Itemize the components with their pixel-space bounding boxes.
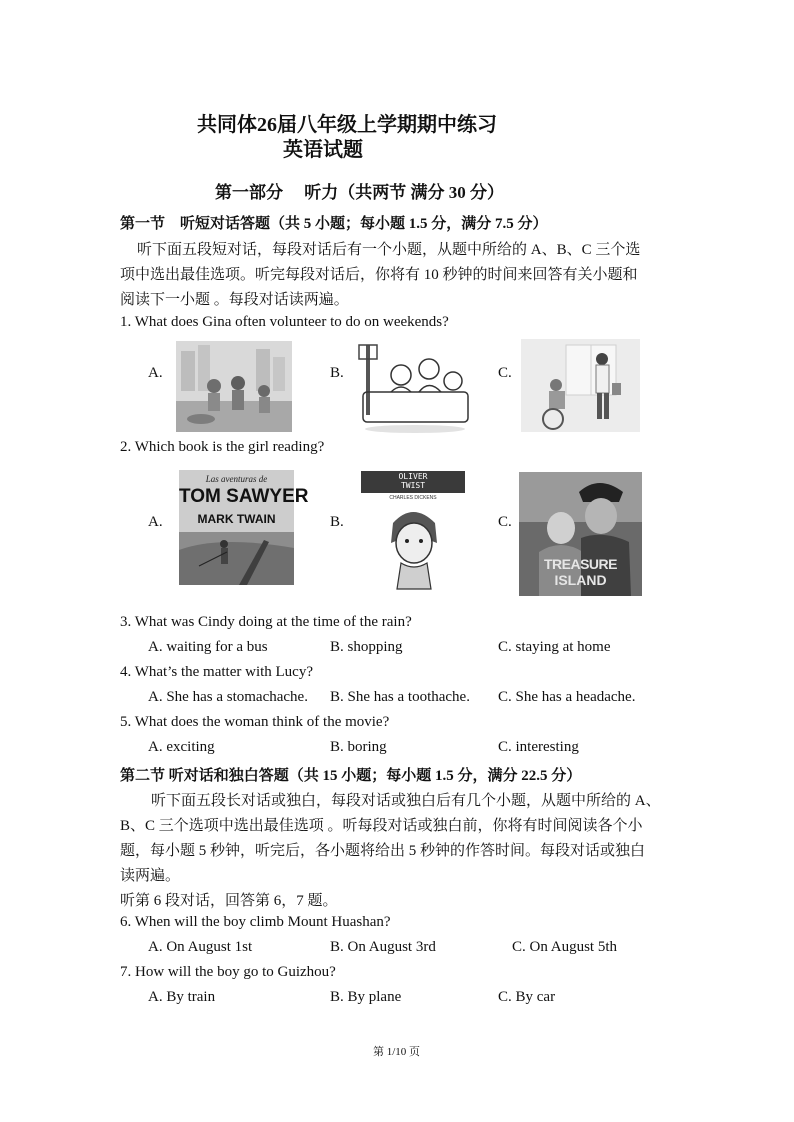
section2-instruction-1: 听下面五段长对话或独白，每段对话或独白后有几个小题，从题中所给的 A、 bbox=[151, 793, 661, 809]
page-number: 第 1/10 页 bbox=[373, 1046, 421, 1058]
q6-option-a: A. On August 1st bbox=[148, 939, 253, 955]
q5-option-b: B. boring bbox=[330, 739, 387, 755]
section1-instruction-2: 项中选出最佳选项。听完每段对话后，你将有 10 秒钟的时间来回答有关小题和 bbox=[120, 267, 638, 283]
q3-option-b: B. shopping bbox=[330, 639, 403, 655]
treasure-island-title-2: ISLAND bbox=[554, 572, 607, 588]
part1-heading: 第一部分 听力（共两节 满分 30 分） bbox=[215, 183, 504, 202]
question-6: 6. When will the boy climb Mount Huashan? bbox=[120, 914, 391, 930]
q1-option-b-image bbox=[351, 337, 479, 436]
section1-instruction-3: 阅读下一小题 。每段对话读两遍。 bbox=[120, 292, 349, 308]
q7-option-b: B. By plane bbox=[330, 989, 402, 1005]
question-4: 4. What’s the matter with Lucy? bbox=[120, 664, 314, 680]
section1-heading: 第一节 听短对话答题（共 5 小题；每小题 1.5 分，满分 7.5 分） bbox=[120, 216, 548, 232]
exam-title-line1: 共同体26届八年级上学期期中练习 bbox=[197, 114, 497, 136]
treasure-island-title-1: TREASURE bbox=[543, 556, 617, 572]
q1-option-a-label: A. bbox=[148, 365, 163, 381]
oliver-twist-title-1: OLIVER bbox=[398, 472, 428, 481]
q3-option-a: A. waiting for a bus bbox=[148, 639, 268, 655]
q2-option-c-label: C. bbox=[498, 514, 512, 530]
question-7: 7. How will the boy go to Guizhou? bbox=[120, 964, 336, 980]
q7-option-c: C. By car bbox=[498, 989, 556, 1005]
q1-option-c-label: C. bbox=[498, 365, 512, 381]
section1-instruction-1: 听下面五段短对话，每段对话后有一个小题，从题中所给的 A、B、C 三个选 bbox=[137, 242, 641, 258]
section2-instruction-4: 读两遍。 bbox=[120, 868, 181, 884]
tom-sawyer-cover-author: MARK TWAIN bbox=[197, 512, 276, 526]
q4-option-c: C. She has a headache. bbox=[498, 689, 636, 705]
exam-title-line2: 英语试题 bbox=[283, 139, 363, 161]
question-5: 5. What does the woman think of the movie? bbox=[120, 714, 390, 730]
nursing-home-elderly-illustration bbox=[351, 337, 479, 436]
oliver-twist-boy-illustration bbox=[361, 471, 465, 594]
oliver-twist-author: CHARLES DICKENS bbox=[389, 495, 437, 501]
q2-option-c-book-cover bbox=[519, 472, 642, 596]
q2-option-a-book-cover bbox=[179, 470, 309, 585]
q7-option-a: A. By train bbox=[148, 989, 216, 1005]
oliver-twist-title-2: TWIST bbox=[400, 481, 426, 490]
q6-option-b: B. On August 3rd bbox=[330, 939, 436, 955]
section2-instruction-2: B、C 三个选项中选出最佳选项 。听每段对话或独白前，你将有时间阅读各个小 bbox=[120, 818, 643, 834]
q2-option-b-label: B. bbox=[330, 514, 344, 530]
q1-option-a-image bbox=[176, 341, 292, 432]
helping-woman-in-wheelchair-illustration bbox=[521, 339, 640, 432]
q3-option-c: C. staying at home bbox=[498, 639, 611, 655]
q4-option-a: A. She has a stomachache. bbox=[148, 689, 308, 705]
dialog-6-instruction: 听第 6 段对话，回答第 6，7 题。 bbox=[120, 893, 338, 909]
q5-option-c: C. interesting bbox=[498, 739, 579, 755]
q2-option-a-label: A. bbox=[148, 514, 163, 530]
q1-option-c-image bbox=[521, 339, 640, 432]
children-cleaning-park-illustration bbox=[176, 341, 292, 432]
q5-option-a: A. exciting bbox=[148, 739, 215, 755]
q6-option-c: C. On August 5th bbox=[512, 939, 618, 955]
q2-option-b-book-cover bbox=[361, 471, 465, 594]
question-1: 1. What does Gina often volunteer to do on weekends? bbox=[120, 314, 449, 330]
q1-option-b-label: B. bbox=[330, 365, 344, 381]
question-3: 3. What was Cindy doing at the time of the rain? bbox=[120, 614, 412, 630]
question-2: 2. Which book is the girl reading? bbox=[120, 439, 325, 455]
q4-option-b: B. She has a toothache. bbox=[330, 689, 470, 705]
tom-sawyer-cover-subtitle: Las aventuras de bbox=[205, 474, 268, 484]
section2-heading: 第二节 听对话和独白答题（共 15 小题；每小题 1.5 分，满分 22.5 分） bbox=[120, 768, 582, 784]
tom-sawyer-cover-title: TOM SAWYER bbox=[179, 486, 309, 507]
section2-instruction-3: 题，每小题 5 秒钟，听完后，各小题将给出 5 秒钟的作答时间。每段对话或独白 bbox=[120, 843, 646, 859]
